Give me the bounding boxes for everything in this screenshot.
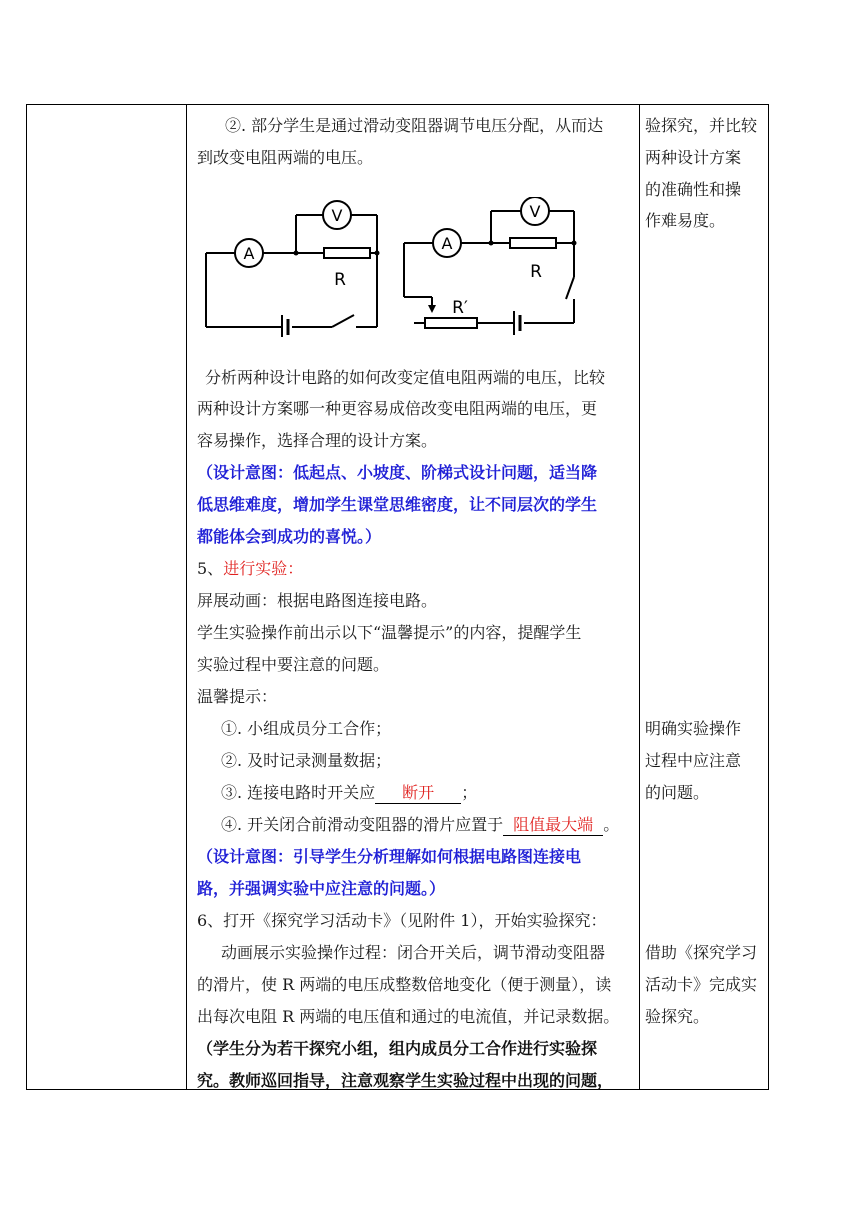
tip-item <box>221 783 477 804</box>
section-heading-5 <box>197 559 303 579</box>
design-intent-line: （设计意图：引导学生分析理解如何根据电路图连接电 <box>197 847 582 866</box>
design-intent-line: 低思维难度，增加学生课堂思维密度，让不同层次的学生 <box>197 495 598 514</box>
tip-text: ③. 连接电路时开关应 <box>221 783 376 802</box>
ammeter-label: A <box>441 234 453 253</box>
design-intent-line: 都能体会到成功的喜悦。） <box>197 527 382 546</box>
rheostat-label: R′ <box>452 298 468 318</box>
paragraph-line: 实验过程中要注意的问题。 <box>197 655 390 674</box>
rationale-line: 验探究。 <box>645 1007 710 1026</box>
tip-item: ②. 及时记录测量数据； <box>221 751 392 770</box>
ammeter-label: A <box>243 244 255 263</box>
paragraph-line: ②. 部分学生是通过滑动变阻器调节电压分配，从而达 <box>225 116 604 135</box>
tip-text: ； <box>461 783 478 802</box>
fill-blank-answer: 断开 <box>375 783 461 804</box>
circuit-diagrams <box>204 197 644 337</box>
voltmeter-label: V <box>529 202 541 221</box>
paragraph-line: 出每次电阻 R 两端的电压值和通过的电流值，并记录数据。 <box>197 1007 620 1026</box>
tip-text: ④. 开关闭合前滑动变阻器的滑片应置于 <box>221 815 504 834</box>
paragraph-line: 的滑片，使 R 两端的电压成整数倍地变化（便于测量），读 <box>197 975 612 994</box>
rationale-line: 借助《探究学习 <box>645 943 758 962</box>
section-title: 进行实验： <box>223 559 304 578</box>
paragraph-line: 两种设计方案哪一种更容易成倍改变电阻两端的电压，更 <box>197 399 598 418</box>
circuit-fixed-resistor <box>206 215 377 327</box>
design-rationale-cell <box>640 105 768 1089</box>
paragraph-line: 屏展动画：根据电路图连接电路。 <box>197 591 438 610</box>
rationale-line: 作难易度。 <box>645 211 726 230</box>
paragraph-line: 分析两种设计电路的如何改变定值电阻两端的电压，比较 <box>205 368 606 387</box>
tip-item: ①. 小组成员分工合作； <box>221 719 392 738</box>
paragraph-line: 学生实验操作前出示以下“温馨提示”的内容，提醒学生 <box>197 623 582 642</box>
tip-item <box>221 815 619 836</box>
voltmeter-label: V <box>331 206 343 225</box>
teaching-process-cell <box>194 105 666 1089</box>
tips-title: 温馨提示： <box>197 687 278 706</box>
rationale-line: 明确实验操作 <box>645 719 742 738</box>
design-intent-line: （设计意图：低起点、小坡度、阶梯式设计问题，适当降 <box>197 463 598 482</box>
paragraph-line: 动画展示实验操作过程：闭合开关后，调节滑动变阻器 <box>221 943 606 962</box>
section-number: 5、 <box>197 559 224 578</box>
rationale-line: 验探究，并比较 <box>645 116 758 135</box>
rationale-line: 过程中应注意 <box>645 751 742 770</box>
design-intent-line: 路，并强调实验中应注意的问题。） <box>197 879 446 898</box>
resistor-label: R <box>334 270 346 290</box>
paragraph-line: 容易操作，选择合理的设计方案。 <box>197 431 438 450</box>
bold-note-line: 究。教师巡回指导，注意观察学生实验过程中出现的问题， <box>197 1071 614 1090</box>
tip-text: 。 <box>603 815 620 834</box>
resistor-label: R <box>530 262 542 282</box>
section-heading-6: 6、打开《探究学习活动卡》（见附件 1），开始实验探究： <box>197 911 607 930</box>
lesson-plan-table <box>26 104 769 1090</box>
fill-blank-answer: 阻值最大端 <box>503 815 603 836</box>
rationale-line: 的准确性和操 <box>645 180 742 199</box>
rationale-line: 两种设计方案 <box>645 148 742 167</box>
left-column-cell <box>27 105 186 1089</box>
bold-note-line: （学生分为若干探究小组，组内成员分工合作进行实验探 <box>197 1039 598 1058</box>
paragraph-line: 到改变电阻两端的电压。 <box>197 148 374 167</box>
rationale-line: 活动卡》完成实 <box>645 975 758 994</box>
column-divider-left <box>186 105 187 1089</box>
rationale-line: 的问题。 <box>645 783 710 802</box>
